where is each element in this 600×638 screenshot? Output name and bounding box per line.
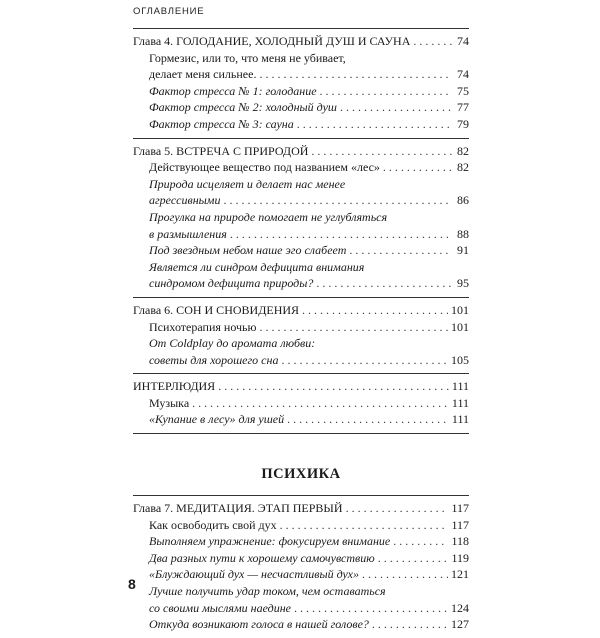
page-number: 8 xyxy=(128,576,136,592)
toc-entry xyxy=(133,566,469,583)
leader-dots xyxy=(311,143,452,160)
toc-entry xyxy=(133,99,469,116)
page-ref: 74 xyxy=(457,67,469,82)
page-ref: 95 xyxy=(457,276,469,291)
page-ref: 119 xyxy=(451,550,469,565)
leader-dots xyxy=(294,600,448,617)
toc-entry xyxy=(133,66,469,83)
toc-entry xyxy=(133,600,469,617)
chapter-heading-text: Глава 5. ВСТРЕЧА С ПРИРОДОЙ xyxy=(133,143,309,158)
leader-dots xyxy=(340,99,452,116)
chapter-block xyxy=(133,496,469,638)
toc-entry-text: в размышления xyxy=(149,226,227,241)
chapter-heading-text: Глава 7. МЕДИТАЦИЯ. ЭТАП ПЕРВЫЙ xyxy=(133,501,343,516)
page-ref: 79 xyxy=(457,116,469,131)
page-ref: 82 xyxy=(457,160,469,175)
chapter-heading-text: Глава 4. ГОЛОДАНИЕ, ХОЛОДНЫЙ ДУШ И САУНА xyxy=(133,34,411,48)
leader-dots xyxy=(223,192,452,209)
toc-entry-text: советы для хорошего сна xyxy=(149,352,279,367)
toc-top-group xyxy=(133,29,469,434)
toc-entry-text: «Блуждающий дух — несчастливый дух» xyxy=(149,567,359,582)
toc-entry xyxy=(133,319,469,336)
leader-dots xyxy=(413,33,452,50)
toc-entry-text: Откуда возникают голоса в нашей голове? xyxy=(149,617,369,632)
toc-entry-text: Фактор стресса № 3: сауна xyxy=(149,116,294,131)
page-ref: 91 xyxy=(457,243,469,258)
toc-entry-text: Два разных пути к хорошему самочувствию xyxy=(149,550,375,565)
leader-dots xyxy=(378,550,449,567)
page-ref: 124 xyxy=(451,600,469,615)
leader-dots xyxy=(281,352,448,369)
section-title: ПСИХИКА xyxy=(261,466,341,483)
toc-entry-text: со своими мыслями наедине xyxy=(149,600,291,615)
table-of-contents xyxy=(133,29,469,638)
toc-entry xyxy=(133,275,469,292)
toc-entry xyxy=(133,395,469,412)
page-ref: 101 xyxy=(451,319,469,334)
leader-dots xyxy=(346,500,449,517)
leader-dots xyxy=(320,83,452,100)
page-ref: 82 xyxy=(457,143,469,158)
entry-line: Природа исцеляет и делает нас менее xyxy=(149,176,346,191)
page-ref: 121 xyxy=(451,567,469,582)
leader-dots xyxy=(362,566,448,583)
page-ref: 111 xyxy=(451,379,469,394)
page-ref: 111 xyxy=(451,395,469,410)
leader-dots xyxy=(349,242,452,259)
chapter-block xyxy=(133,298,469,374)
page-ref: 75 xyxy=(457,83,469,98)
toc-entry xyxy=(133,616,469,633)
leader-dots xyxy=(316,275,452,292)
leader-dots xyxy=(297,116,452,133)
toc-entry xyxy=(133,517,469,534)
toc-entry xyxy=(133,533,469,550)
chapter-heading xyxy=(133,143,469,160)
toc-entry xyxy=(133,411,469,428)
toc-entry-text: Фактор стресса № 2: холодный душ xyxy=(149,100,337,115)
toc-entry-text: делает меня сильнее. xyxy=(149,67,257,82)
leader-dots xyxy=(383,159,452,176)
chapter-heading xyxy=(133,378,469,395)
toc-entry xyxy=(133,550,469,567)
entry-line: Является ли синдром дефицита внимания xyxy=(149,259,365,274)
page-ref: 118 xyxy=(451,534,469,549)
leader-dots xyxy=(372,616,448,633)
page-ref: 77 xyxy=(457,100,469,115)
toc-entry-text: Как освободить свой дух xyxy=(149,517,277,532)
leader-dots xyxy=(218,378,449,395)
toc-entry xyxy=(133,352,469,369)
running-head: ОГЛАВЛЕНИЕ xyxy=(133,6,205,17)
chapter-block xyxy=(133,374,469,434)
chapter-heading xyxy=(133,500,469,517)
leader-dots xyxy=(192,395,449,412)
page-ref: 117 xyxy=(451,517,469,532)
toc-entry-text: синдромом дефицита природы? xyxy=(149,276,314,291)
page-ref: 88 xyxy=(457,226,469,241)
toc-entry xyxy=(133,226,469,243)
toc-entry xyxy=(133,192,469,209)
leader-dots xyxy=(393,533,448,550)
toc-entry xyxy=(133,242,469,259)
toc-entry-text: Музыка xyxy=(149,395,190,410)
toc-entry-text: агрессивными xyxy=(149,193,221,208)
toc-entry xyxy=(133,83,469,100)
toc-entry-text: Под звездным небом наше эго слабеет xyxy=(149,243,347,258)
leader-dots xyxy=(280,517,449,534)
page-ref: 86 xyxy=(457,193,469,208)
page-ref: 101 xyxy=(451,302,469,317)
toc-bottom-group xyxy=(133,496,469,638)
toc-entry-text: Фактор стресса № 1: голодание xyxy=(149,83,317,98)
chapter-heading-text: ИНТЕРЛЮДИЯ xyxy=(133,379,216,394)
leader-dots xyxy=(287,411,449,428)
toc-entry-text: «Купание в лесу» для ушей xyxy=(149,412,285,427)
page-ref: 127 xyxy=(451,617,469,632)
page-ref: 74 xyxy=(457,34,469,48)
chapter-heading-text: Глава 6. СОН И СНОВИДЕНИЯ xyxy=(133,302,300,317)
toc-entry-text: Выполняем упражнение: фокусируем внимание xyxy=(149,534,391,549)
toc-entry-text: Психотерапия ночью xyxy=(149,319,257,334)
toc-entry xyxy=(133,159,469,176)
page-ref: 105 xyxy=(451,352,469,367)
entry-line: Прогулка на природе помогает не углубляться xyxy=(149,209,388,224)
toc-entry-text: Действующее вещество под названием «лес» xyxy=(149,160,380,175)
leader-dots xyxy=(302,302,448,319)
page-ref: 117 xyxy=(451,501,469,516)
chapter-heading xyxy=(133,33,469,50)
leader-dots xyxy=(259,319,448,336)
chapter-block xyxy=(133,139,469,298)
toc-entry xyxy=(133,116,469,133)
entry-line: От Coldplay до аромата любви: xyxy=(149,336,316,351)
leader-dots xyxy=(259,66,452,83)
page-ref: 111 xyxy=(451,412,469,427)
entry-line: Гормезис, или то, что меня не убивает, xyxy=(149,50,346,65)
leader-dots xyxy=(230,226,452,243)
chapter-heading xyxy=(133,302,469,319)
chapter-block xyxy=(133,29,469,139)
entry-line: Лучше получить удар током, чем оставаться xyxy=(149,584,386,599)
